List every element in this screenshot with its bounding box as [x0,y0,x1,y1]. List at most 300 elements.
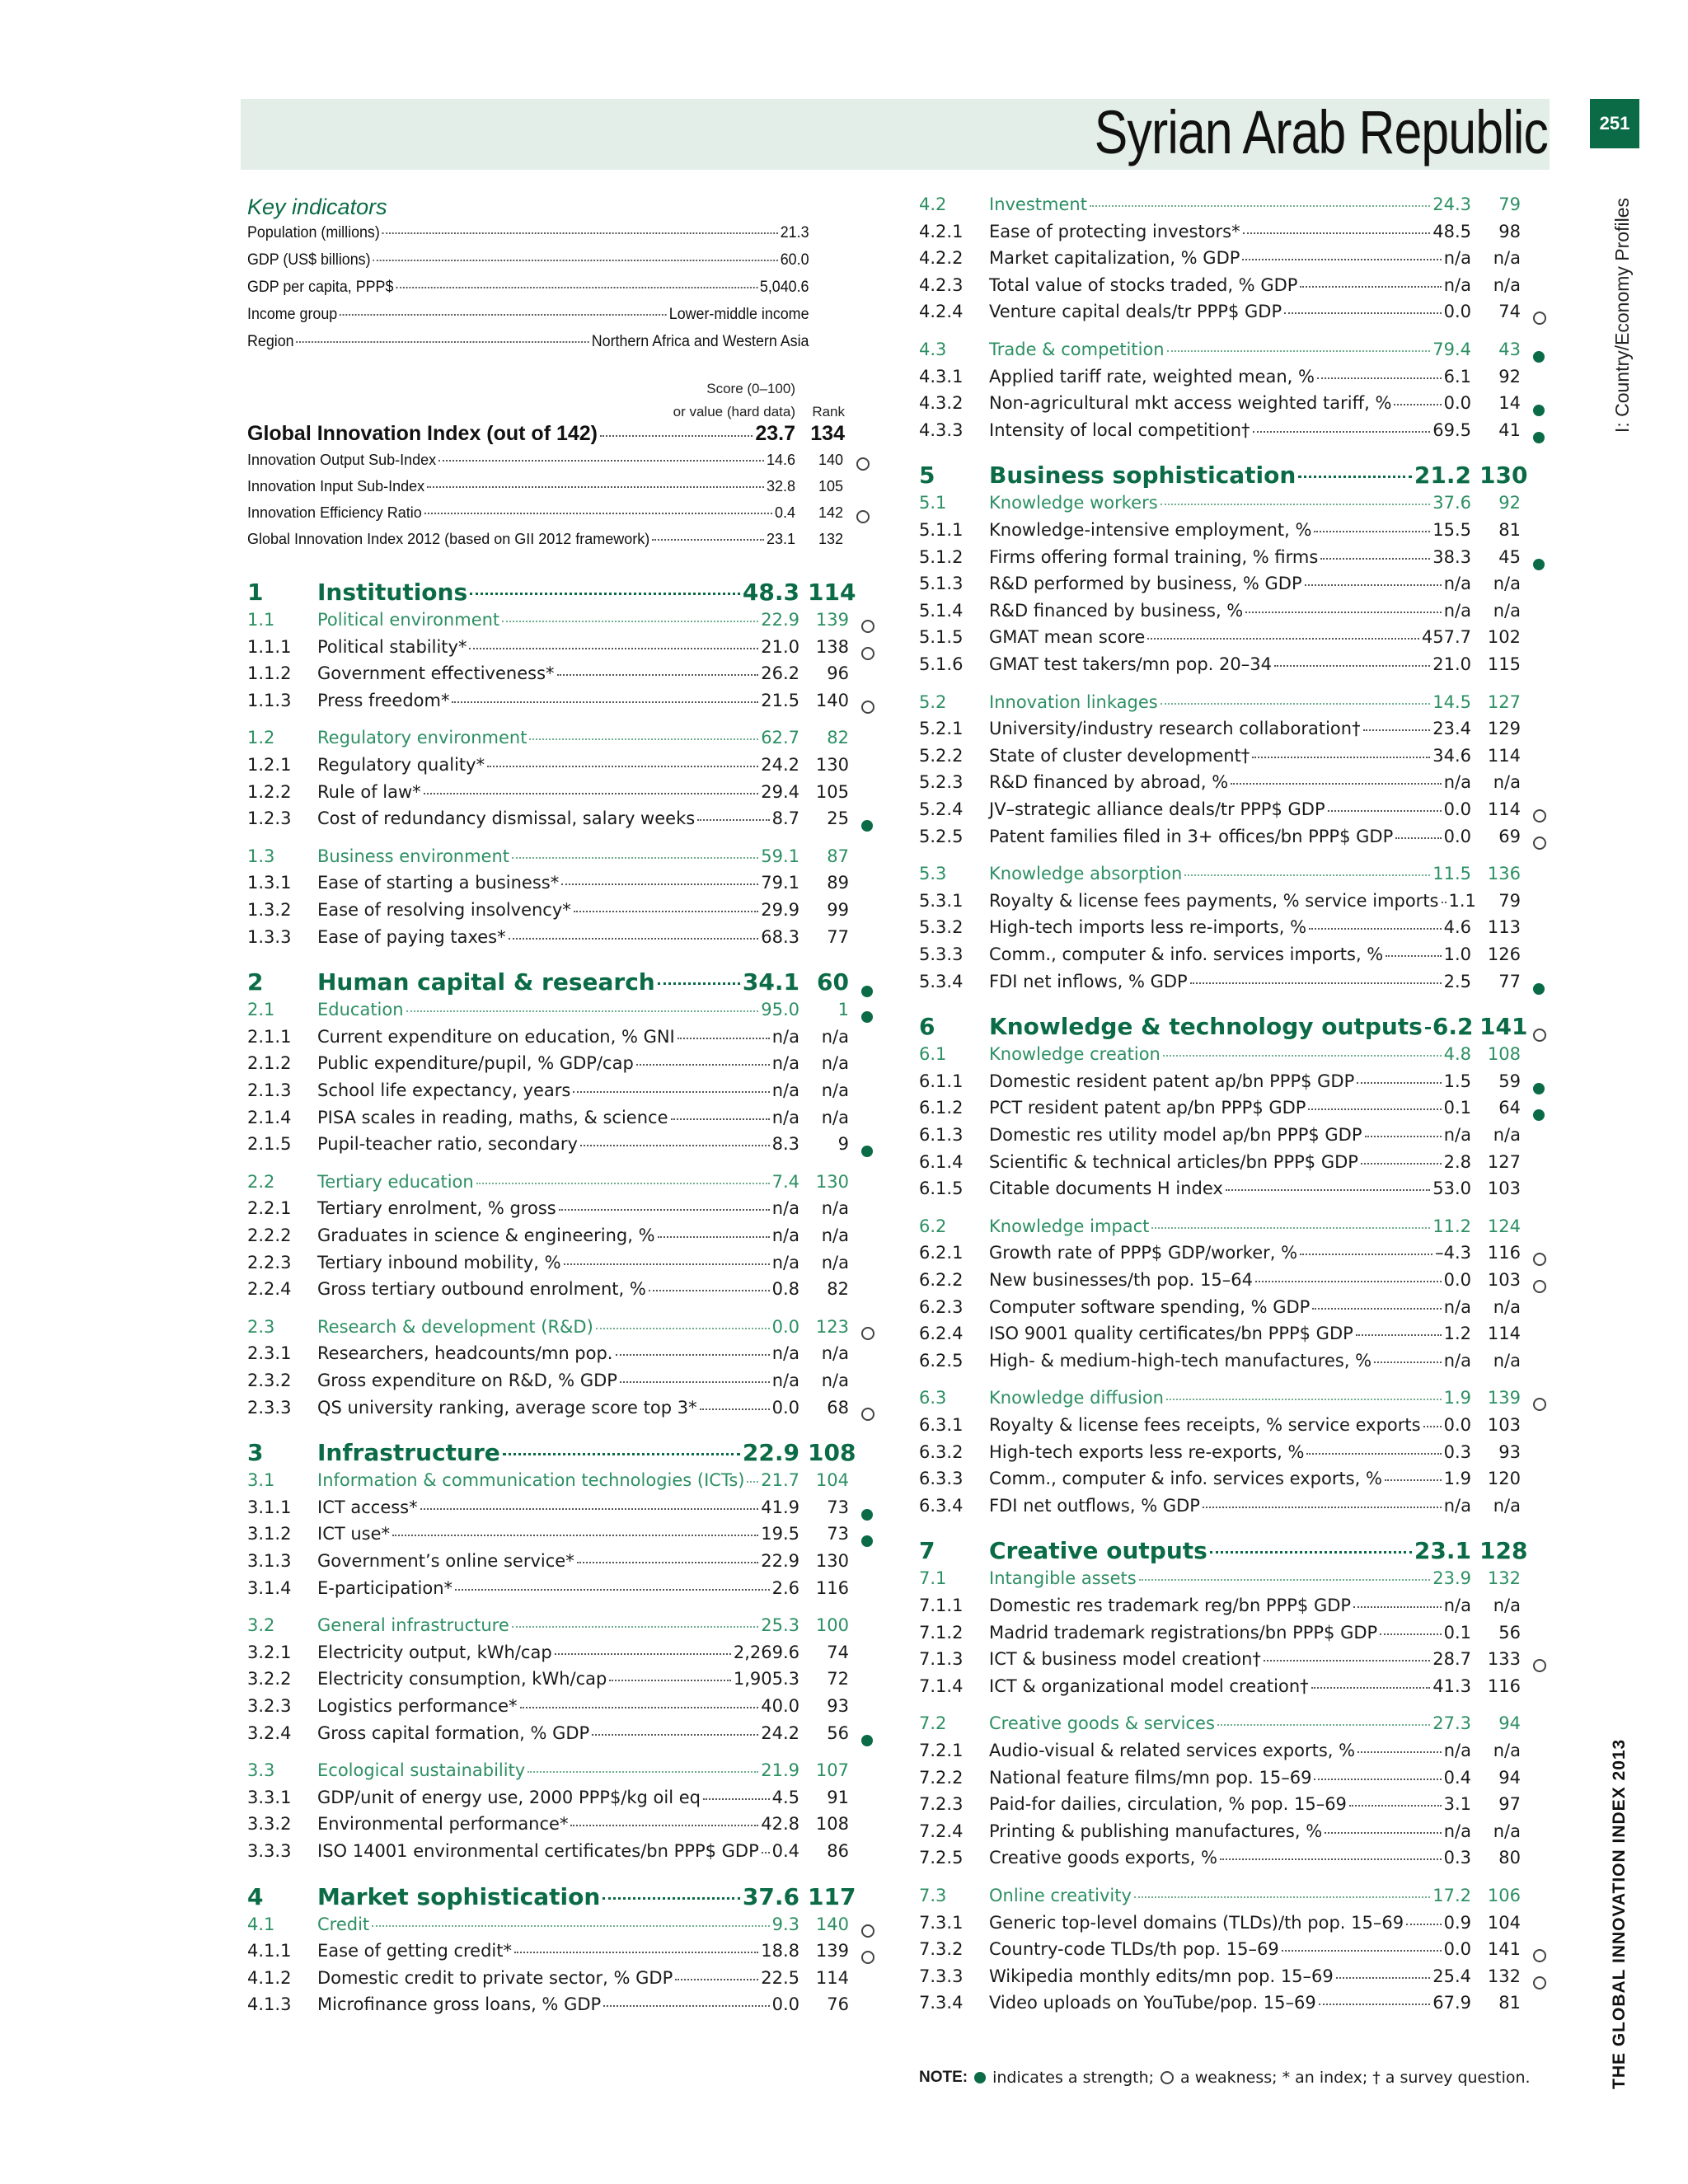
row-score: n/a [771,1371,799,1390]
row-number: 7.3.3 [919,1966,964,1986]
row-score: n/a [1443,1350,1471,1371]
row-number: 6.1.3 [919,1125,964,1145]
weakness-icon [1533,1976,1546,1990]
dot-leader [1306,1453,1441,1455]
indicator-marker [861,698,874,718]
dot-leader [675,1979,758,1980]
row-score: 62.7 [761,728,799,748]
row-title: Information & communication technologies (ICTs) [317,1470,745,1491]
row-label [989,972,1471,991]
dot-leader [1166,1399,1442,1400]
row-label [989,654,1471,674]
row-number: 7.2.5 [919,1848,964,1868]
row-rank: 102 [1487,627,1521,648]
row-score: 48.5 [1432,221,1471,241]
indicator-label: GDP per capita, PPP$ [247,279,394,296]
strength-icon [1533,983,1545,995]
key-indicator-row [247,279,809,305]
row-rank: 94 [1498,1767,1521,1788]
row-label [989,1415,1471,1435]
row-label [317,782,799,802]
row-rank: 127 [1487,1151,1521,1172]
row-title: Government effectiveness* [317,663,555,684]
dot-leader [1134,1896,1430,1898]
row-label [989,1649,1471,1669]
score-header-1: Score (0–100) [706,381,795,396]
dot-leader [1363,729,1431,731]
row-title: Graduates in science & engineering, % [317,1226,655,1245]
row-number: 3.3.1 [247,1787,292,1807]
row-score: 24.2 [761,755,799,775]
row-title: ISO 9001 quality certificates/bn PPP$ GDP [989,1324,1353,1344]
score-header-2: or value (hard data) [673,404,795,419]
dot-leader [636,1064,770,1066]
row-score: 21.2 [1414,462,1471,490]
indicator-label: Region [247,333,294,350]
row-rank: 129 [1487,719,1521,739]
row-title: Market sophistication [317,1882,601,1910]
row-score: n/a [771,1343,799,1364]
dot-leader [596,1328,770,1329]
dot-leader [1305,584,1442,586]
row-score: 38.3 [1432,546,1471,567]
dot-leader [603,2005,769,2007]
row-label [989,493,1471,513]
weakness-icon [1160,2071,1174,2084]
row-label [989,1623,1471,1643]
dot-leader [678,1038,770,1039]
row-number: 6 [919,1013,935,1041]
row-label [989,1768,1471,1788]
indicator-marker [1533,1079,1545,1099]
dot-leader [1425,1027,1430,1029]
dot-leader [512,1626,758,1628]
row-rank: 1 [837,1000,849,1020]
row-number: 2.3.2 [247,1371,292,1390]
row-rank: 115 [1487,654,1521,674]
row-label [317,1669,799,1689]
dot-leader [1406,1924,1441,1925]
row-rank: 108 [815,1814,849,1835]
row-label [989,1537,1471,1564]
row-rank: n/a [821,1107,849,1127]
row-rank: 25 [827,808,849,829]
row-title: ICT & business model creation† [989,1649,1261,1670]
indicator-marker [861,1141,873,1161]
dot-leader [1319,2004,1430,2005]
dot-leader [1242,259,1441,260]
row-number: 5.1 [919,493,947,513]
rank-header: Rank [812,404,845,419]
indicator-marker [861,1922,874,1942]
row-title: Patent families filed in 3+ offices/bn PPP$ GDP [989,826,1394,846]
strength-icon [861,1535,873,1547]
row-label [317,1470,799,1490]
row-number: 2.2.4 [247,1279,292,1300]
dot-leader [424,793,759,794]
row-number: 3.3 [247,1760,275,1781]
row-number: 5.1.5 [919,627,964,648]
row-label [317,1788,799,1807]
indicator-marker [861,1324,874,1344]
row-score: 68.3 [761,926,799,947]
indicator-marker [1533,428,1545,448]
row-rank: 140 [815,690,849,710]
row-label [317,1696,799,1716]
row-label [989,1098,1471,1118]
row-number: 4.3.3 [919,419,964,440]
row-rank: 60 [817,968,849,996]
dot-leader [1160,703,1431,705]
row-number: 7.2.4 [919,1821,964,1841]
dot-leader [509,938,759,940]
strength-icon [861,1735,873,1746]
row-title: JV–strategic alliance deals/tr PPP$ GDP [989,799,1325,819]
row-score: 14.5 [1432,691,1471,712]
weakness-icon [1533,1398,1546,1411]
row-number: 7.3.2 [919,1939,964,1960]
row-rank: 128 [1479,1537,1528,1565]
weakness-icon [856,457,870,471]
row-score: 41.3 [1432,1675,1471,1696]
row-number: 6.3 [919,1388,947,1408]
weakness-icon [1533,1029,1546,1042]
row-label [317,846,799,866]
dot-leader [1386,955,1441,957]
row-title: QS university ranking, average score top 3* [317,1397,697,1418]
row-number: 2.1 [247,1000,275,1020]
page-title: Syrian Arab Republic [1094,98,1548,166]
row-label [317,1994,799,2014]
row-score: 28.7 [1432,1649,1471,1670]
row-title: Ease of getting credit* [317,1941,512,1961]
dot-leader [1361,1163,1442,1165]
dot-leader [1147,638,1419,640]
dot-leader [1394,404,1441,405]
row-label [989,772,1471,792]
dot-leader [1314,531,1430,532]
key-indicator-row [247,333,809,359]
row-title: Ease of protecting investors* [989,221,1240,241]
row-label [989,248,1471,268]
row-rank: n/a [1493,274,1521,295]
dot-leader [616,1354,770,1356]
indicator-marker [1533,1947,1546,1966]
row-number: 5.1.1 [919,520,964,540]
row-score: 0.0 [1443,1270,1471,1290]
dot-leader [487,766,758,767]
row-label [317,1080,799,1100]
row-number: 4.2.1 [919,221,964,241]
row-number: 3.1.4 [247,1577,292,1598]
row-rank: n/a [1493,574,1521,594]
row-rank: 92 [1498,493,1521,513]
strength-icon [974,2072,986,2083]
row-number: 3.3.3 [247,1841,292,1861]
note-weakness: a weakness; * an index; † a survey question. [1180,2069,1531,2087]
dot-leader [620,1381,770,1383]
row-rank: 89 [827,873,849,893]
row-title: Cost of redundancy dismissal, salary weeks [317,808,696,829]
indicator-marker [1533,979,1545,999]
dot-leader [427,486,764,488]
row-score: 25.4 [1432,1966,1471,1986]
row-rank: 108 [1487,1044,1521,1065]
row-number: 5.1.2 [919,546,964,567]
row-number: 6.2.4 [919,1324,964,1344]
dot-leader [455,1589,770,1591]
dot-leader [577,1562,759,1563]
row-rank: 133 [1487,1649,1521,1670]
row-rank: 127 [1487,691,1521,712]
row-rank: 120 [1487,1469,1521,1489]
subindex-label: Innovation Output Sub-Index [247,452,437,468]
row-score: 1.9 [1443,1388,1471,1408]
row-number: 6.2 [919,1216,947,1236]
row-rank: 136 [1487,864,1521,884]
row-rank: n/a [821,1252,849,1272]
row-rank: 68 [827,1397,849,1418]
row-score: 4.5 [771,1787,799,1807]
row-label [989,1713,1471,1733]
row-number: 7.1.2 [919,1622,964,1643]
row-rank: 114 [1487,745,1521,766]
row-title: Royalty & license fees receipts, % service exports [989,1415,1421,1435]
row-title: Market capitalization, % GDP [989,248,1240,269]
row-label [317,1814,799,1834]
row-score: 34.1 [742,968,799,996]
dot-leader [1255,1281,1442,1282]
dot-leader [469,648,758,649]
row-number: 5.3 [919,864,947,884]
row-label [989,275,1471,295]
row-score: 17.2 [1432,1886,1471,1905]
row-number: 3.2.3 [247,1696,292,1716]
row-title: High-tech exports less re-exports, % [989,1441,1305,1462]
row-score: 67.9 [1432,1993,1471,2013]
subindex-value: 23.1 [766,531,795,547]
row-title: Comm., computer & info. services imports, % [989,944,1384,964]
row-score: 22.9 [761,610,799,630]
row-label [317,1760,799,1780]
row-number: 4.2.4 [919,302,964,322]
row-rank: 73 [827,1524,849,1544]
row-number: 5.2.5 [919,826,964,846]
row-score: n/a [771,1252,799,1272]
row-score: 3.1 [1443,1794,1471,1815]
row-rank: 9 [837,1134,849,1155]
dot-leader [1284,312,1441,314]
row-number: 7.1.4 [919,1675,964,1696]
indicator-label: Population (millions) [247,224,380,241]
dot-leader [1217,1724,1430,1726]
subindex-label: Innovation Input Sub-Index [247,478,425,494]
subindex-row [247,504,843,529]
indicator-marker [1533,347,1545,367]
key-indicators-title: Key indicators [247,194,387,219]
dot-leader [658,1236,770,1238]
row-label [989,420,1471,440]
row-title: Knowledge & technology outputs [989,1013,1423,1041]
row-rank: 77 [827,926,849,947]
row-number: 2.1.1 [247,1026,292,1047]
row-score: 23.1 [1414,1537,1471,1565]
dot-leader [580,1145,770,1146]
row-score: 42.8 [761,1814,799,1835]
dot-leader [1298,476,1412,478]
row-score: 26.2 [761,663,799,684]
row-title: Trade & competition [989,340,1165,359]
row-title: ISO 14001 environmental certificates/bn PPP$ GDP [317,1841,759,1861]
dot-leader [1353,1606,1442,1608]
subindex-value: 14.6 [766,452,795,468]
row-label [317,968,799,996]
weakness-icon [861,620,874,633]
row-number: 7.3.1 [919,1912,964,1933]
row-rank: n/a [821,1053,849,1074]
dot-leader [1314,1779,1441,1780]
row-label [317,1398,799,1418]
row-score: 4.8 [1443,1044,1471,1065]
row-rank: 93 [1498,1441,1521,1462]
row-rank: 114 [808,579,856,606]
row-score: 53.0 [1432,1179,1471,1199]
row-score: 21.7 [761,1470,799,1491]
row-rank: 139 [1487,1388,1521,1408]
row-number: 5.1.4 [919,600,964,621]
strength-icon [861,1509,873,1521]
indicator-value: Northern Africa and Western Asia [591,333,809,350]
row-rank: 132 [1487,1568,1521,1589]
row-label [317,728,799,748]
dot-leader [592,1734,758,1736]
row-score: 2,269.6 [733,1642,799,1662]
weakness-icon [861,647,874,660]
row-title: Rule of law* [317,781,421,802]
dot-leader [561,883,758,885]
row-score: 37.6 [1432,493,1471,513]
row-rank: 91 [827,1787,849,1807]
row-score: 7.4 [771,1171,799,1192]
dot-leader [1264,1660,1430,1661]
note-strength: indicates a strength; [992,2069,1155,2087]
row-title: High- & medium-high-tech manufactures, % [989,1350,1372,1371]
row-rank: n/a [821,1226,849,1245]
row-score: 27.3 [1432,1713,1471,1734]
row-number: 7.1.1 [919,1596,964,1615]
row-rank: 73 [827,1497,849,1517]
row-title: Logistics performance* [317,1696,518,1716]
row-score: 1.1 [1448,890,1476,911]
row-number: 4.1.2 [247,1967,292,1988]
row-number: 2.3 [247,1316,275,1337]
row-label [989,864,1471,883]
dot-leader [1328,810,1442,812]
row-title: Innovation linkages [989,691,1158,712]
row-label [317,610,799,630]
row-number: 4.2.2 [919,248,964,269]
row-label [989,1179,1471,1198]
row-title: State of cluster development† [989,745,1250,766]
row-label [317,1643,799,1662]
row-rank: 87 [827,846,849,866]
row-score: 22.5 [761,1967,799,1988]
row-score: 0.3 [1443,1441,1471,1462]
row-label [317,1841,799,1861]
subindex-row [247,531,843,555]
row-title: R&D financed by abroad, % [989,772,1229,793]
row-number: 5.3.2 [919,917,964,938]
row-title: High-tech imports less re-imports, % [989,917,1307,938]
dot-leader [476,1183,770,1184]
row-rank: 77 [1498,971,1521,991]
row-score: 0.0 [771,1316,799,1337]
row-score: 48.3 [742,579,799,606]
row-label [317,873,799,893]
row-title: Ecological sustainability [317,1760,526,1781]
row-title: Ease of starting a business* [317,873,560,893]
row-title: Ease of paying taxes* [317,926,506,947]
row-title: Human capital & research [317,968,655,996]
row-title: Gross tertiary outbound enrolment, % [317,1279,646,1300]
row-label [989,627,1471,647]
row-score: 24.2 [761,1722,799,1743]
row-label [317,1343,799,1363]
dot-leader [1320,558,1430,560]
row-number: 1.3.3 [247,926,292,947]
row-title: Education [317,1000,404,1020]
row-title: Researchers, headcounts/mn pop. [317,1343,613,1364]
row-title: Domestic res utility model ap/bn PPP$ GDP [989,1125,1362,1145]
row-label [989,1966,1471,1986]
dot-leader [573,1091,769,1093]
row-label [317,1198,799,1218]
row-number: 2.2 [247,1171,275,1192]
dot-leader [1163,1055,1442,1057]
row-label [989,302,1471,321]
row-label [989,1913,1471,1933]
row-label [317,1226,799,1245]
row-title: Research & development (R&D) [317,1316,593,1337]
row-rank: 45 [1498,546,1521,567]
row-label [989,1297,1471,1317]
dot-leader [372,1925,769,1927]
row-rank: 138 [815,636,849,657]
row-title: Regulatory quality* [317,755,485,775]
row-number: 1.1 [247,610,275,630]
dot-leader [703,1798,770,1800]
row-number: 4.3.2 [919,393,964,414]
dot-leader [652,539,764,541]
row-label [317,1439,799,1466]
dot-leader [1243,232,1431,234]
indicator-marker [861,617,874,637]
row-title: Total value of stocks traded, % GDP [989,274,1298,295]
row-number: 2.3.3 [247,1397,292,1418]
row-score: 29.4 [761,781,799,802]
row-title: Environmental performance* [317,1814,569,1835]
row-score: 37.6 [742,1882,799,1910]
row-rank: 56 [1498,1622,1521,1643]
indicator-marker [861,1405,874,1425]
row-number: 3.1.2 [247,1524,292,1544]
row-score: 0.0 [771,1397,799,1418]
row-rank: 76 [827,1994,849,2015]
row-rank: 130 [815,1171,849,1192]
row-number: 3.1.1 [247,1497,292,1517]
row-title: ICT access* [317,1497,418,1517]
row-title: Pupil-teacher ratio, secondary [317,1134,578,1155]
